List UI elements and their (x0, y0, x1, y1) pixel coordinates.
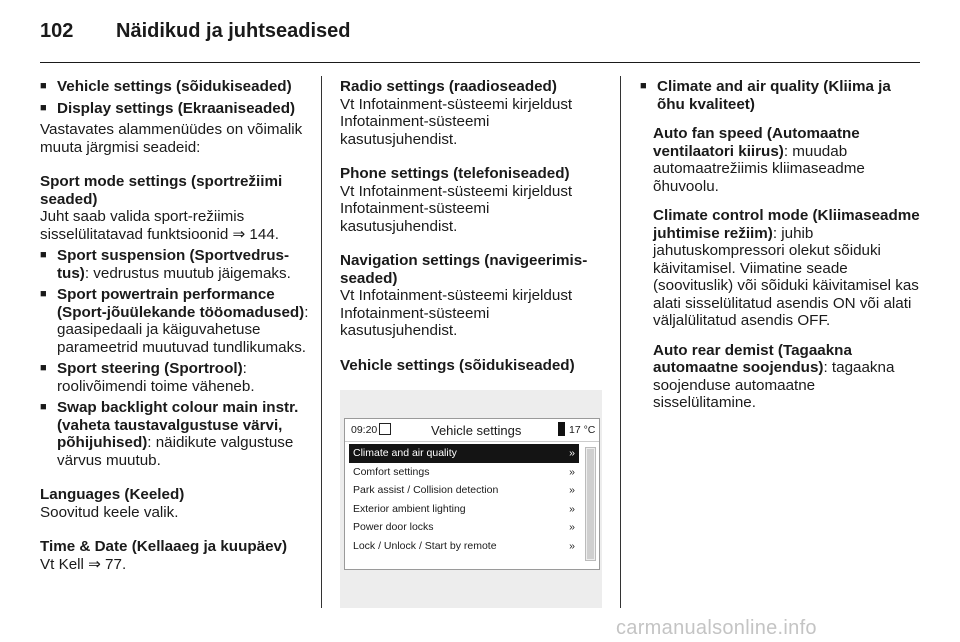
chevron-right-icon: » (569, 539, 575, 552)
scrollbar-thumb (587, 449, 594, 559)
phone-settings-heading: Phone settings (telefoniseaded) (340, 165, 570, 182)
bullet-vehicle-settings: ■ Vehicle settings (sõidukiseaded) (40, 78, 310, 96)
column-2 (340, 78, 602, 374)
item-text: : vedrustus muutub jäigemaks. (84, 264, 291, 282)
item-swap-backlight (40, 399, 310, 469)
screen-menu-item (349, 463, 579, 482)
chevron-right-icon: » (569, 447, 575, 459)
menu-item-label: Lock / Unlock / Start by remote (353, 539, 497, 552)
clock-icon (379, 423, 391, 435)
sport-mode-text: Juht saab valida sport-režiimis sisselülitatavad funktsioonid ⇒ 144. (40, 208, 279, 243)
watermark: carmanualsonline.info (616, 617, 817, 639)
menu-item-label: Power door locks (353, 521, 434, 534)
chevron-right-icon: » (569, 521, 575, 534)
sport-mode-heading: Sport mode settings (sportrežiimi seaded) (40, 173, 283, 208)
item-auto-rear-demist (640, 342, 920, 412)
item-text: : gaasipedaali ja käiguvahetuse parameetrid muutuvad tundlikumaks. (57, 303, 309, 356)
time-date-text: Vt Kell ⇒ 77. (40, 555, 127, 573)
item-label: Swap backlight colour main instr. (vaheta taustavalgustuse värvi, põhijuhised) (57, 399, 299, 451)
item-sport-suspension (40, 247, 310, 282)
navigation-settings-heading: Navigation settings (navigeerimisseaded) (340, 252, 588, 287)
item-label: Sport steering (Sportrool) (57, 360, 243, 377)
screen-menu-list (349, 444, 579, 556)
languages-text: Soovitud keele valik. (40, 503, 179, 521)
item-sport-powertrain (40, 286, 310, 356)
item-text: : juhib jahutuskompressori olekut sõiduki käivitamisel. Viimatine seade (soovituslik) või sõiduki käivitamisel kas alati sisselülitatud asendis ON või alati väljalülitatud asendis OFF. (653, 224, 919, 329)
chapter-title: Näidikud ja juhtseadised (116, 20, 351, 42)
screen-menu-item (349, 481, 579, 500)
screen-menu-item (349, 444, 579, 463)
page-number: 102 (40, 20, 74, 42)
thermometer-icon (558, 422, 565, 436)
item-text: : muudab automaatrežiimis kliimaseadme õhuvoolu. (653, 142, 865, 195)
item-label: Sport suspension (Sportvedrustus) (57, 247, 290, 282)
vehicle-settings-screen (344, 418, 600, 570)
screen-status-bar (345, 419, 599, 442)
item-text: : tagaakna soojenduse automaatne sisselülitamine. (653, 359, 895, 411)
item-sport-steering (40, 360, 310, 395)
chevron-right-icon: » (569, 484, 575, 497)
menu-item-label: Park assist / Collision detection (353, 484, 499, 497)
phone-settings-text: Vt Infotainment-süsteemi kirjeldust Infotainment-süsteemi kasutusjuhendist. (340, 182, 573, 235)
page-header (40, 14, 920, 50)
screen-menu-item (349, 500, 579, 519)
radio-settings-heading: Radio settings (raadioseaded) (340, 78, 557, 95)
screen-scrollbar (585, 447, 596, 561)
bullet-display-settings: ■ Display settings (Ekraaniseaded) (40, 100, 310, 118)
item-text: : roolivõimendi toime väheneb. (57, 360, 255, 395)
column-divider (620, 76, 621, 608)
item-auto-fan-speed (640, 125, 920, 195)
item-label: Auto fan speed (Automaatne ventilaatori kiirus) (653, 125, 860, 160)
item-climate-control-mode (640, 207, 920, 330)
infotainment-screen-image (340, 390, 602, 608)
intro-text: Vastavates alammenüüdes on võimalik muuta järgmisi seadeid: (40, 121, 303, 156)
chevron-right-icon: » (569, 502, 575, 515)
chevron-right-icon: » (569, 465, 575, 478)
item-label: Auto rear demist (Tagaakna automaatne soojendus) (653, 341, 852, 376)
menu-item-label: Exterior ambient lighting (353, 502, 466, 515)
languages-heading: Languages (Keeled) (40, 486, 185, 503)
header-rule (40, 62, 920, 63)
item-label: Sport powertrain performance (Sport-jõuülekande tööomadused) (57, 286, 305, 321)
screen-temperature: 17 °C (569, 424, 596, 436)
navigation-settings-text: Vt Infotainment-süsteemi kirjeldust Infotainment-süsteemi kasutusjuhendist. (340, 287, 573, 339)
screen-menu-item (349, 537, 579, 556)
screen-time: 09:20 (351, 424, 378, 436)
column-1 (40, 78, 310, 573)
menu-item-label: Comfort settings (353, 465, 430, 478)
time-date-heading: Time & Date (Kellaaeg ja kuupäev) (40, 538, 288, 555)
item-text: : näidikute valgustuse värvus muutub. (57, 434, 294, 469)
menu-item-label: Climate and air quality (353, 447, 457, 459)
column-3 (640, 78, 920, 412)
item-label: Climate control mode (Kliimaseadme juhtimise režiim) (653, 207, 920, 242)
climate-heading: ■ Climate and air quality (Kliima ja õhu kvaliteet) (640, 78, 920, 113)
screen-title: Vehicle settings (431, 423, 522, 438)
vehicle-settings-heading: Vehicle settings (sõidukiseaded) (340, 356, 575, 374)
radio-settings-text: Vt Infotainment-süsteemi kirjeldust Infotainment-süsteemi kasutusjuhendist. (340, 95, 573, 148)
column-divider (321, 76, 322, 608)
screen-menu-item (349, 518, 579, 537)
